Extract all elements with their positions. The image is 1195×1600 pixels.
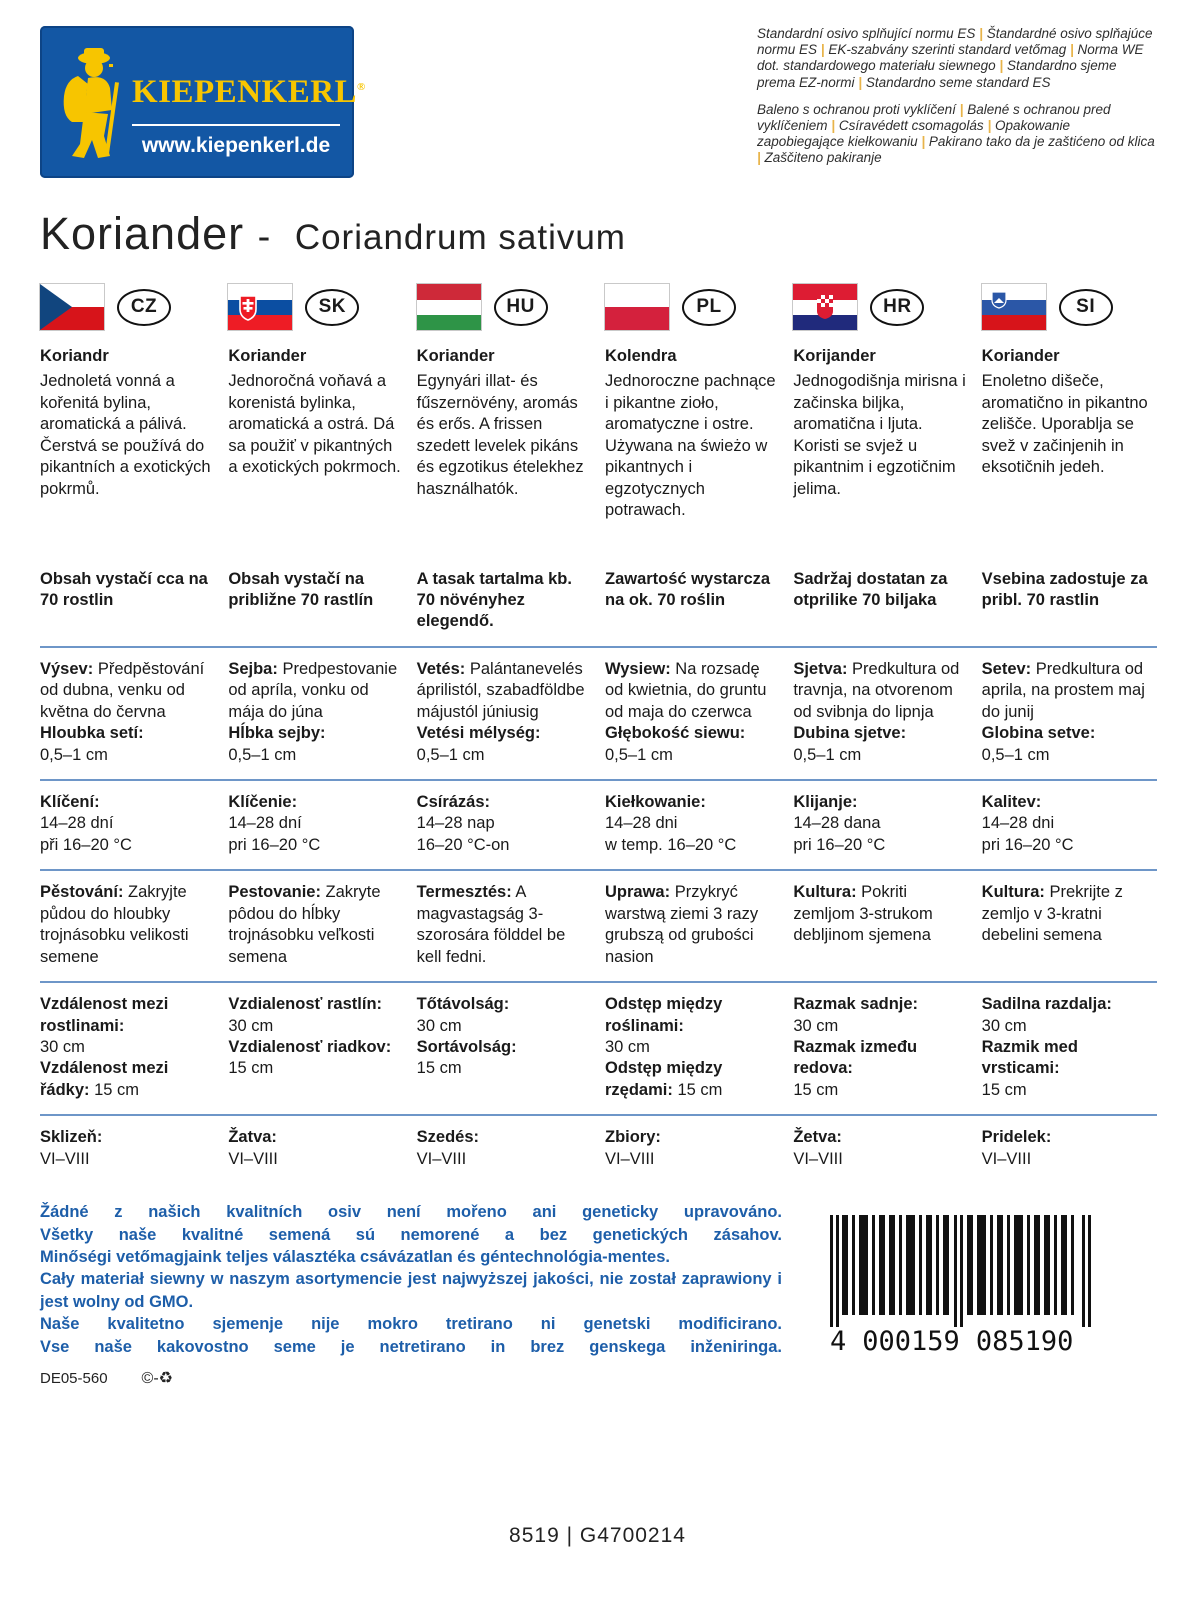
content-cell bbox=[605, 569, 780, 633]
content-text: Zawartość wystarcza na ok. 70 roślin bbox=[604, 569, 771, 609]
sow-text: Predkultura od aprila, na prostem maj do junij bbox=[981, 659, 1145, 721]
notice-segment: Štandardné osivo splňajúce normu ES bbox=[757, 26, 1153, 58]
harvest-label: Žatva: bbox=[228, 1128, 277, 1147]
depth-label: Hĺbka sejby: bbox=[228, 724, 326, 743]
row-spacing-value: 15 cm bbox=[793, 1080, 839, 1099]
depth-value: 0,5–1 cm bbox=[981, 745, 1050, 764]
plant-spacing-value: 30 cm bbox=[981, 1016, 1027, 1035]
content-text: Obsah vystačí na približne 70 rastlín bbox=[228, 569, 374, 609]
flag-group-pl bbox=[605, 284, 780, 330]
intro-hr bbox=[793, 346, 968, 522]
depth-label: Hloubka setí: bbox=[40, 724, 144, 743]
row-contents bbox=[40, 558, 1157, 648]
harvest-cell bbox=[982, 1127, 1157, 1170]
culture-cell bbox=[982, 882, 1157, 968]
sow-label: Výsev: bbox=[40, 659, 94, 678]
culture-label: Uprawa: bbox=[604, 883, 671, 902]
registered-mark: ® bbox=[357, 81, 366, 93]
notice-segment: Balené s ochranou pred vyklíčeniem bbox=[757, 101, 1111, 133]
gmo-line-hr: Naše kvalitetno sjemenje nije mokro tretirano ni genetski modificirano. bbox=[40, 1315, 782, 1334]
germination-label: Csírázás: bbox=[416, 793, 491, 811]
column-name: Kolendra bbox=[604, 347, 677, 365]
flag-hu-icon bbox=[417, 284, 481, 330]
culture-text: Pokriti zemljom 3-strukom debljinom sjemena bbox=[793, 883, 933, 945]
harvest-value: VI–VIII bbox=[228, 1149, 278, 1168]
sowing-cell bbox=[605, 659, 780, 766]
sow-label: Vetés: bbox=[416, 659, 466, 678]
sow-text: Palántanevelés áprilistól, szabadföldbe májustól júniusig bbox=[416, 659, 585, 721]
depth-value: 0,5–1 cm bbox=[228, 745, 297, 764]
pipe-separator: | bbox=[831, 117, 836, 133]
column-description: Jednoletá vonná a kořenitá bylina, aromatická a pálivá. Čerstvá se používá do pikantních a exotických pokrmů. bbox=[40, 372, 211, 498]
germination-temp: w temp. 16–20 °C bbox=[604, 835, 737, 854]
harvest-value: VI–VIII bbox=[416, 1149, 467, 1168]
row-spacing-label: Vzdálenost mezi řádky: bbox=[40, 1059, 169, 1099]
harvest-label: Szedés: bbox=[416, 1128, 480, 1147]
barcode bbox=[828, 1215, 1118, 1357]
notice-segment: Zaščiteno pakiranje bbox=[764, 150, 882, 166]
title-dash: - bbox=[257, 216, 272, 258]
germination-cell bbox=[417, 792, 592, 856]
sowing-cell bbox=[793, 659, 968, 766]
content-cell bbox=[40, 569, 215, 633]
intro-hu bbox=[417, 346, 592, 522]
harvest-cell bbox=[793, 1127, 968, 1170]
sow-label: Wysiew: bbox=[604, 659, 671, 678]
spacing-cell bbox=[605, 994, 780, 1101]
harvest-label: Sklizeň: bbox=[40, 1128, 103, 1147]
depth-label: Globina setve: bbox=[981, 724, 1096, 743]
flags-row bbox=[40, 284, 1157, 330]
flag-group-hu bbox=[417, 284, 592, 330]
notice-segment: EK-szabvány szerinti standard vetőmag bbox=[828, 42, 1067, 58]
pipe-separator: | bbox=[757, 150, 761, 166]
plant-spacing-label: Tőtávolság: bbox=[416, 995, 510, 1014]
notice-segment: Baleno s ochranou proti vyklíčení bbox=[757, 101, 956, 117]
gmo-line-si: Vse naše kakovostno seme je netretirano in brez genskega inženiringa. bbox=[40, 1337, 782, 1356]
sow-text: Predpestovanie od apríla, vonku od mája do júna bbox=[228, 659, 398, 721]
print-code: 8519 | G4700214 bbox=[509, 1524, 686, 1547]
packaging-notice bbox=[757, 102, 1157, 167]
notice-segment: Norma WE dot. standardowego materiału siewnego bbox=[757, 42, 1144, 74]
row-spacing-label: Vzdialenosť riadkov: bbox=[228, 1037, 392, 1056]
flag-group-si bbox=[982, 284, 1157, 330]
gmo-line-hu: Minőségi vetőmagjaink teljes választéka csávázatlan és géntechnológia-mentes. bbox=[40, 1248, 670, 1266]
germination-label: Klíčenie: bbox=[228, 793, 298, 811]
depth-value: 0,5–1 cm bbox=[793, 745, 862, 764]
culture-cell bbox=[605, 882, 780, 968]
row-germination bbox=[40, 781, 1157, 871]
harvest-label: Žetva: bbox=[793, 1128, 842, 1147]
harvest-value: VI–VIII bbox=[604, 1149, 655, 1168]
germination-duration: 14–28 dní bbox=[228, 814, 302, 833]
germination-cell bbox=[982, 792, 1157, 856]
notice-segment: Standardno seme standard ES bbox=[865, 74, 1051, 90]
barcode-group-1: 000159 bbox=[862, 1326, 960, 1358]
harvest-cell bbox=[228, 1127, 403, 1170]
row-spacing-value: 15 cm bbox=[981, 1080, 1027, 1099]
sow-label: Setev: bbox=[981, 659, 1032, 678]
column-name: Koriander bbox=[981, 347, 1060, 365]
flag-sk-icon bbox=[228, 284, 292, 330]
country-code-badge: SK bbox=[305, 289, 359, 326]
plant-spacing-value: 30 cm bbox=[228, 1016, 274, 1035]
barcode-group-2: 085190 bbox=[975, 1326, 1074, 1358]
row-spacing-value: 15 cm bbox=[677, 1080, 723, 1099]
culture-text: Prekrijte z zemljo v 3-kratni debelini semena bbox=[981, 883, 1123, 945]
harvest-label: Zbiory: bbox=[604, 1128, 661, 1147]
germination-temp: při 16–20 °C bbox=[40, 835, 132, 854]
harvest-cell bbox=[417, 1127, 592, 1170]
harvest-value: VI–VIII bbox=[981, 1149, 1032, 1168]
culture-label: Kultura: bbox=[981, 883, 1045, 902]
sow-text: Předpěstování od dubna, venku od května do června bbox=[40, 659, 205, 721]
botanical-name: Coriandrum sativum bbox=[294, 218, 626, 257]
plant-spacing-value: 30 cm bbox=[40, 1037, 85, 1056]
germination-label: Klíčení: bbox=[40, 793, 100, 811]
notice-segment: Standardní osivo splňující normu ES bbox=[757, 26, 976, 41]
content-cell bbox=[417, 569, 592, 633]
notice-segment: Csíravédett csomagolás bbox=[838, 117, 984, 133]
depth-label: Dubina sjetve: bbox=[793, 724, 907, 743]
sowing-cell bbox=[40, 659, 215, 766]
sow-text: Na rozsadę od kwietnia, do gruntu od maja do czerwca bbox=[604, 659, 767, 721]
spacing-cell bbox=[982, 994, 1157, 1101]
harvest-value: VI–VIII bbox=[793, 1149, 843, 1168]
gmo-line-pl: Cały materiał siewny w naszym asortymencie jest najwyższej jakości, nie został zaprawiony i jest wolny od GMO. bbox=[40, 1270, 782, 1311]
country-code-badge: SI bbox=[1059, 289, 1113, 326]
recycling-symbol: ©-♻ bbox=[141, 1370, 174, 1388]
content-text: Vsebina zadostuje za pribl. 70 rastlin bbox=[981, 569, 1148, 609]
plant-spacing-label: Vzdialenosť rastlín: bbox=[228, 995, 383, 1014]
bottom-section bbox=[40, 1201, 1157, 1388]
pipe-separator: | bbox=[1069, 42, 1074, 58]
brand-name: KIEPENKERL® bbox=[132, 74, 366, 110]
culture-cell bbox=[417, 882, 592, 968]
harvest-cell bbox=[605, 1127, 780, 1170]
spacing-cell bbox=[793, 994, 968, 1101]
notice-segment: Standardno sjeme prema EZ-normi bbox=[757, 58, 1117, 90]
code-row bbox=[40, 1368, 782, 1388]
header bbox=[40, 26, 1157, 178]
spacing-cell bbox=[228, 994, 403, 1101]
row-spacing-value: 15 cm bbox=[94, 1080, 140, 1099]
row-spacing-label: Razmik med vrsticami: bbox=[981, 1037, 1078, 1078]
row-spacing-value: 15 cm bbox=[228, 1059, 274, 1078]
intro-sk bbox=[228, 346, 403, 522]
country-code-badge: CZ bbox=[117, 289, 171, 326]
culture-cell bbox=[40, 882, 215, 968]
intro-si bbox=[982, 346, 1157, 522]
culture-text: A magvastagság 3-szorosára földdel be kell fedni. bbox=[416, 883, 566, 966]
page-title bbox=[40, 208, 1157, 260]
culture-cell bbox=[228, 882, 403, 968]
pipe-separator: | bbox=[987, 117, 992, 133]
content-text: Sadržaj dostatan za otprilike 70 biljaka bbox=[793, 569, 948, 609]
column-name: Korijander bbox=[793, 347, 876, 365]
plant-spacing-label: Vzdálenost mezi rostlinami: bbox=[40, 995, 169, 1035]
culture-text: Przykryć warstwą ziemi 3 razy grubszą od grubości nasion bbox=[604, 883, 759, 966]
germination-temp: pri 16–20 °C bbox=[981, 835, 1074, 854]
row-spacing-label: Razmak između redova: bbox=[793, 1037, 918, 1078]
plant-spacing-value: 30 cm bbox=[604, 1037, 650, 1056]
row-spacing-label: Odstęp między rzędami: bbox=[604, 1059, 723, 1099]
pipe-separator: | bbox=[921, 134, 926, 150]
pipe-separator: | bbox=[979, 26, 983, 41]
germination-temp: 16–20 °C-on bbox=[416, 835, 510, 854]
plant-spacing-value: 30 cm bbox=[416, 1016, 462, 1035]
flag-group-cz bbox=[40, 284, 215, 330]
standard-seed-notice bbox=[757, 26, 1157, 91]
content-text: Obsah vystačí cca na 70 rostlin bbox=[40, 569, 208, 609]
flag-group-hr bbox=[793, 284, 968, 330]
plant-name: Koriander bbox=[40, 208, 245, 259]
content-cell bbox=[793, 569, 968, 633]
culture-label: Pěstování: bbox=[40, 883, 124, 902]
sowing-cell bbox=[228, 659, 403, 766]
barcode-number bbox=[828, 1326, 1118, 1357]
column-name: Koriandr bbox=[40, 347, 109, 365]
depth-label: Vetési mélység: bbox=[416, 724, 541, 743]
spacing-cell bbox=[417, 994, 592, 1101]
notice-segment: Opakowanie zapobiegające kiełkowaniu bbox=[757, 117, 1071, 150]
column-name: Koriander bbox=[228, 347, 307, 365]
culture-label: Kultura: bbox=[793, 883, 857, 902]
legal-notices bbox=[757, 26, 1157, 167]
depth-value: 0,5–1 cm bbox=[416, 745, 485, 764]
culture-text: Zakryjte půdou do hloubky trojnásobku velikosti semene bbox=[40, 883, 189, 966]
plant-spacing-label: Odstęp między roślinami: bbox=[604, 995, 723, 1035]
germination-cell bbox=[228, 792, 403, 856]
sow-text: Predkultura od travnja, na otvorenom od svibnja do lipnja bbox=[793, 659, 960, 721]
culture-cell bbox=[793, 882, 968, 968]
sowing-cell bbox=[417, 659, 592, 766]
gmo-line-sk: Všetky naše kvalitné semená sú nemorené a bez genetických zásahov. bbox=[40, 1225, 782, 1244]
depth-value: 0,5–1 cm bbox=[40, 745, 108, 764]
country-code-badge: HR bbox=[870, 289, 924, 326]
sow-label: Sejba: bbox=[228, 659, 278, 678]
logo-website: www.kiepenkerl.de bbox=[141, 134, 331, 157]
column-name: Koriander bbox=[416, 347, 495, 365]
row-sowing bbox=[40, 648, 1157, 781]
germination-cell bbox=[605, 792, 780, 856]
row-harvest bbox=[40, 1116, 1157, 1183]
logo-divider bbox=[132, 124, 340, 126]
intro-pl bbox=[605, 346, 780, 522]
germination-duration: 14–28 dni bbox=[604, 814, 678, 833]
intro-row bbox=[40, 346, 1157, 522]
content-cell bbox=[982, 569, 1157, 633]
kiepenkerl-logo bbox=[40, 26, 366, 178]
product-code: DE05-560 bbox=[40, 1369, 108, 1387]
germination-duration: 14–28 dni bbox=[981, 814, 1055, 833]
row-spacing bbox=[40, 983, 1157, 1116]
germination-duration: 14–28 dana bbox=[793, 814, 881, 833]
germination-duration: 14–28 dní bbox=[40, 814, 114, 833]
column-description: Enoletno dišeče, aromatično in pikantno zelišče. Uporablja se svež v začinjenih in eksotičnih jedeh. bbox=[981, 372, 1148, 477]
spacing-cell bbox=[40, 994, 215, 1101]
harvest-label: Pridelek: bbox=[981, 1128, 1052, 1147]
germination-temp: pri 16–20 °C bbox=[793, 835, 886, 854]
content-cell bbox=[228, 569, 403, 633]
germination-label: Kalitev: bbox=[981, 793, 1042, 811]
culture-label: Pestovanie: bbox=[228, 883, 321, 902]
culture-text: Zakryte pôdou do hĺbky trojnásobku veľkosti semena bbox=[228, 883, 381, 966]
germination-cell bbox=[40, 792, 215, 856]
content-text: A tasak tartalma kb. 70 növényhez elegendő. bbox=[416, 569, 572, 631]
plant-spacing-value: 30 cm bbox=[793, 1016, 839, 1035]
pipe-separator: | bbox=[999, 58, 1004, 74]
pipe-separator: | bbox=[820, 42, 825, 58]
column-description: Jednogodišnja mirisna i začinska biljka, aromatična i ljuta. Koristi se svjež u pikantnim i egzotičnim jelima. bbox=[793, 372, 966, 498]
germination-label: Klijanje: bbox=[793, 793, 858, 811]
country-code-badge: HU bbox=[494, 289, 548, 326]
flag-si-icon bbox=[982, 284, 1046, 330]
intro-cz bbox=[40, 346, 215, 522]
germination-duration: 14–28 nap bbox=[416, 814, 495, 833]
flag-hr-icon bbox=[793, 284, 857, 330]
barcode-lead-digit: 4 bbox=[830, 1326, 847, 1358]
germination-cell bbox=[793, 792, 968, 856]
plant-spacing-label: Sadilna razdalja: bbox=[981, 995, 1112, 1014]
plant-spacing-label: Razmak sadnje: bbox=[793, 995, 919, 1014]
notice-segment: Pakirano tako da je zaštićeno od klica bbox=[928, 134, 1155, 150]
gmo-statement bbox=[40, 1201, 782, 1358]
germination-temp: pri 16–20 °C bbox=[228, 835, 321, 854]
depth-label: Głębokość siewu: bbox=[604, 724, 746, 743]
row-spacing-value: 15 cm bbox=[416, 1059, 462, 1078]
flag-pl-icon bbox=[605, 284, 669, 330]
kiepenkerl-man-icon bbox=[54, 44, 132, 162]
row-spacing-label: Sortávolság: bbox=[416, 1037, 517, 1056]
depth-value: 0,5–1 cm bbox=[604, 745, 673, 764]
harvest-value: VI–VIII bbox=[40, 1149, 90, 1168]
column-description: Egynyári illat- és fűszernövény, aromás és erős. A frissen szedett levelek pikáns és egzotikus ételekhez használhatók. bbox=[416, 372, 584, 498]
gmo-line-cz: Žádné z našich kvalitních osiv není mořeno ani geneticky upravováno. bbox=[40, 1203, 782, 1222]
row-culture bbox=[40, 871, 1157, 983]
flag-cz-icon bbox=[40, 284, 104, 330]
pipe-separator: | bbox=[858, 74, 863, 90]
country-code-badge: PL bbox=[682, 289, 736, 326]
info-table bbox=[40, 558, 1157, 1184]
germination-label: Kiełkowanie: bbox=[604, 793, 706, 811]
culture-label: Termesztés: bbox=[416, 883, 512, 902]
column-description: Jednoroczne pachnące i pikantne zioło, aromatyczne i ostre. Używana na świeżo w pikantnych i egzotycznych potrawach. bbox=[604, 372, 776, 520]
sow-label: Sjetva: bbox=[793, 659, 848, 678]
barcode-bars-icon bbox=[828, 1215, 1096, 1327]
sowing-cell bbox=[982, 659, 1157, 766]
harvest-cell bbox=[40, 1127, 215, 1170]
pipe-separator: | bbox=[959, 101, 964, 117]
flag-group-sk bbox=[228, 284, 403, 330]
column-description: Jednoročná voňavá a korenistá bylinka, aromatická a ostrá. Dá sa použiť v pikantných a exotických pokrmoch. bbox=[228, 372, 401, 477]
